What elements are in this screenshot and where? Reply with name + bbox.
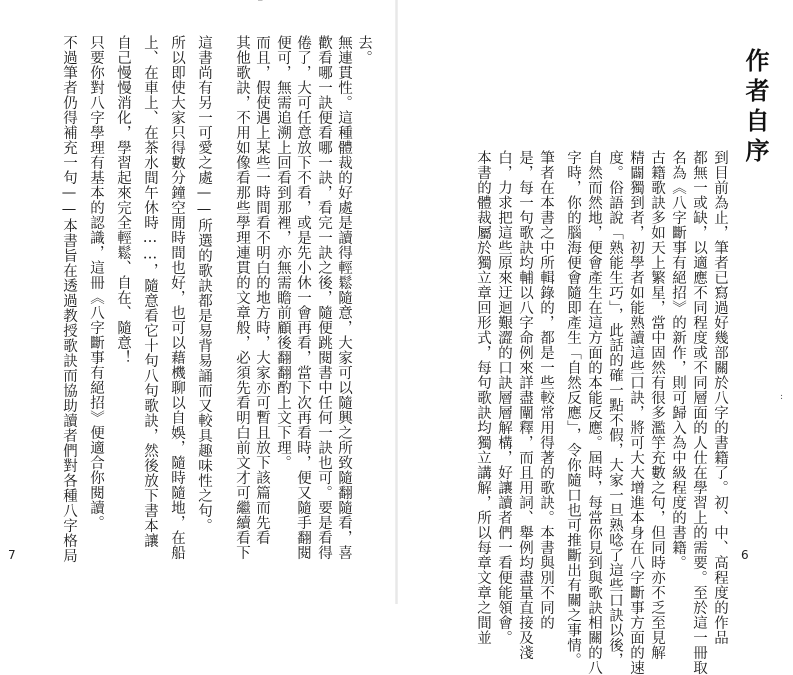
text-column: 自然而然地，便會產生在這方面的本能反應。屆時，每當你見到與歌訣相關的八 [586, 150, 602, 675]
text-column: 精闢獨到者，初學者如能熟讀這些口訣，將可大大增進本身在八字斷事方面的速 [628, 150, 644, 675]
text-column: 到目前為止，筆者已寫過好幾部關於八字的書籍了。初、中、高程度的作品 [712, 150, 728, 645]
text-column: 古籍歌訣多如天上繁星，當中固然有很多濫竽充數之句，但同時亦不乏至見解 [649, 150, 665, 660]
page-number: 6 [741, 548, 749, 562]
scan-mark: : [780, 392, 784, 402]
text-column: 只要你對八字學理有基本的認識，這冊《八字斷事有絕招》便適合你閱讀。 [88, 35, 104, 530]
text-column: 這書尚有另一可愛之處——所選的歌訣都是易背易誦而又較具趣味性之句。 [196, 35, 212, 533]
text-column: 是，每一句歌訣均輔以八字命例來詳盡闡釋，而且用詞、舉例均盡量直接及淺 [517, 150, 533, 660]
text-column: 本書的體裁屬於獨立章回形式，每句歌訣均獨立講解，所以每章文章之間並 [475, 150, 491, 645]
text-column: 度。俗語說「熟能生巧」，此話的確一點不假，大家一旦熟唸了這些口訣以後， [607, 150, 623, 668]
text-column: 歡看哪一訣便看哪一訣，看完一訣之後，隨便跳閱書中任何一訣也可。要是看得 [316, 35, 332, 560]
left-page [0, 0, 395, 604]
text-column: 名為《八字斷事有絕招》的新作，則可歸入為中級程度的書籍。 [670, 150, 686, 570]
text-column: 自己慢慢消化，學習起來完全輕鬆、自在、隨意！ [115, 35, 131, 365]
text-column: 筆者在本書之中所輯錄的，都是一些較常用得著的歌訣。本書與別不同的 [538, 150, 554, 630]
text-column: 不過筆者仍得補充一句——本書旨在透過教授歌訣而協助讀者們對各種八字格局 [61, 35, 77, 563]
text-column: 其他歌訣，不用如像看那些學理連貫的文章般，必須先看明白前文才可繼續看下 [234, 35, 250, 560]
text-column: 上、在車上、在茶水間午休時……，隨意看它十句八句歌訣，然後放下書本讓 [142, 35, 158, 548]
text-column: 無連貫性。這種體裁的好處是讀得輕鬆隨意，大家可以隨興之所致隨翻隨看，喜 [336, 35, 352, 560]
text-column: 而且，假使遇上某些一時間看不明白的地方時，大家亦可暫且放下該篇而先看 [254, 35, 270, 545]
text-column: 所以即使大家只得數分鐘空閒時間也好，也可以藉機聊以自娛，隨時隨地，在船 [169, 35, 185, 560]
scan-mark: ‾ [258, 0, 263, 10]
text-column: 字時，你的腦海便會隨即產生「自然反應」，令你隨口也可推斷出有關之事情。 [565, 150, 581, 668]
right-page [398, 0, 793, 675]
text-column: 都無一或缺，以適應不同程度或不同層面的人仕在學習上的需要。至於這一冊取 [691, 150, 707, 675]
text-column: 便可，無需追溯上回看到那裡，亦無需瞻前顧後翻翻酌上文下理。 [275, 35, 291, 470]
page-title: 作者自序 [741, 48, 770, 168]
text-column: 倦了，大可任意放下不看，或是先小休一會再看，當下次再看時，便又隨手翻閱 [295, 35, 311, 560]
text-column: 去。 [356, 35, 372, 65]
page-number: 7 [8, 548, 16, 562]
text-column: 白，力求把這些原來迂迴艱澀的口訣層層解構，好讓讀者們一看便能領會。 [496, 150, 512, 645]
